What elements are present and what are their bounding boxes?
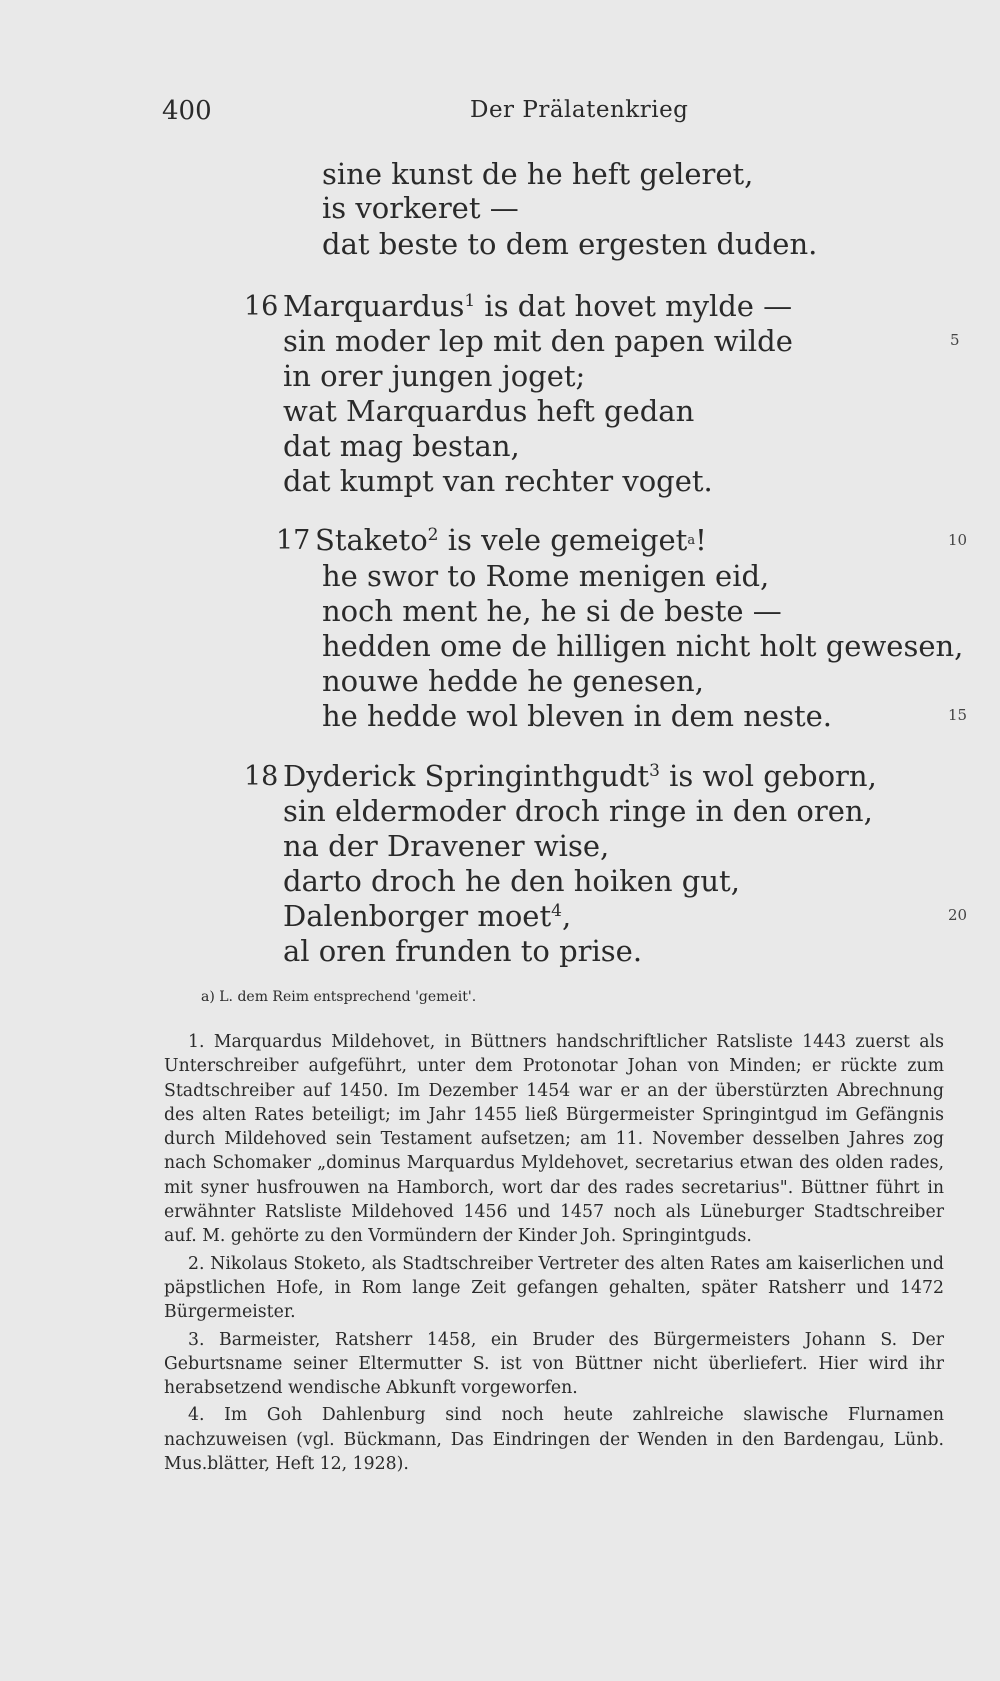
verse-line: Dalenborger moet$^4$, <box>283 899 572 933</box>
stanza-number: 17 <box>276 525 311 556</box>
textual-note: a) L. dem Reim entsprechend 'gemeit'. <box>201 989 477 1005</box>
line-number: 5 <box>950 331 960 349</box>
page-number: 400 <box>162 96 212 126</box>
footnote: 3. Barmeister, Ratsherr 1458, ein Bruder des Bürgermeisters Johann S. Der Geburtsname seiner Eltermutter S. ist von Büttner nicht überliefert. Hier wird ihr herabsetzend wendische Abkunft vorgeworfen. <box>164 1329 944 1399</box>
verse-line: dat kumpt van rechter voget. <box>283 464 713 498</box>
footnote: 1. Marquardus Mildehovet, in Büttners handschriftlicher Ratsliste 1443 zuerst als Unterschreiber aufgeführt, unter dem Protonotar Johan von Minden; er rückte zum Stadtschreiber auf 1450. Im Dezember 1454 war er an der überstürzten Abrechnung des alten Rates beteiligt; im Jahr 1455 ließ Bürgermeister Springintgud im Gefängnis durch Mildehoved sein Testament aufsetzen; am 11. November desselben Jahres zog nach Schomaker „dominus Marquardus Myldehovet, secretarius etwan des olden rades, mit syner husfrouwen na Hamborch, wort dar des rades secretarius". Büttner führt in erwähnter Ratsliste Mildehoved 1456 und 1457 noch als Lüneburger Stadtschreiber auf. M. gehörte zu den Vormündern der Kinder Joh. Springintguds. <box>164 1032 944 1247</box>
verse-line: dat mag bestan, <box>283 429 520 463</box>
verse-line: hedden ome de hilligen nicht holt gewesen, <box>322 629 964 663</box>
verse-line: sin moder lep mit den papen wilde <box>283 324 793 358</box>
footnote: 2. Nikolaus Stoketo, als Stadtschreiber Vertreter des alten Rates am kaiserlichen und päpstlichen Hofe, in Rom lange Zeit gefangen gehalten, später Ratsherr und 1472 Bürgermeister. <box>164 1253 944 1323</box>
verse-line: dat beste to dem ergesten duden. <box>322 227 818 261</box>
verse-line: wat Marquardus heft gedan <box>283 394 695 428</box>
verse-line: he swor to Rome menigen eid, <box>322 559 770 593</box>
stanza-number: 18 <box>244 761 279 792</box>
verse-line: noch ment he, he si de beste — <box>322 594 782 628</box>
verse-line: Staketo$^2$ is vele gemeiget$^a$! <box>315 523 707 557</box>
verse-line: na der Dravener wise, <box>283 829 610 863</box>
verse-line: nouwe hedde he genesen, <box>322 664 704 698</box>
verse-line: darto droch he den hoiken gut, <box>283 864 740 898</box>
verse-line: Dyderick Springinthgudt$^3$ is wol geborn, <box>283 759 877 793</box>
verse-line: sine kunst de he heft geleret, <box>322 157 754 191</box>
verse-line: he hedde wol bleven in dem neste. <box>322 699 832 733</box>
verse-line: is vorkeret — <box>322 191 519 225</box>
verse-line: in orer jungen joget; <box>283 359 586 393</box>
running-title: Der Prälatenkrieg <box>470 97 689 123</box>
line-number: 15 <box>948 706 968 724</box>
verse-line: al oren frunden to prise. <box>283 934 643 968</box>
footnote: 4. Im Goh Dahlenburg sind noch heute zahlreiche slawische Flurnamen nachzuweisen (vgl. Bückmann, Das Eindringen der Wenden in den Bardengau, Lünb. Mus.blätter, Heft 12, 1928). <box>164 1405 944 1475</box>
stanza-number: 16 <box>244 291 279 322</box>
verse-line: Marquardus$^1$ is dat hovet mylde — <box>283 289 793 323</box>
verse-line: sin eldermoder droch ringe in den oren, <box>283 794 873 828</box>
footnotes <box>164 1030 944 1479</box>
line-number: 10 <box>948 531 968 549</box>
line-number: 20 <box>948 906 968 924</box>
